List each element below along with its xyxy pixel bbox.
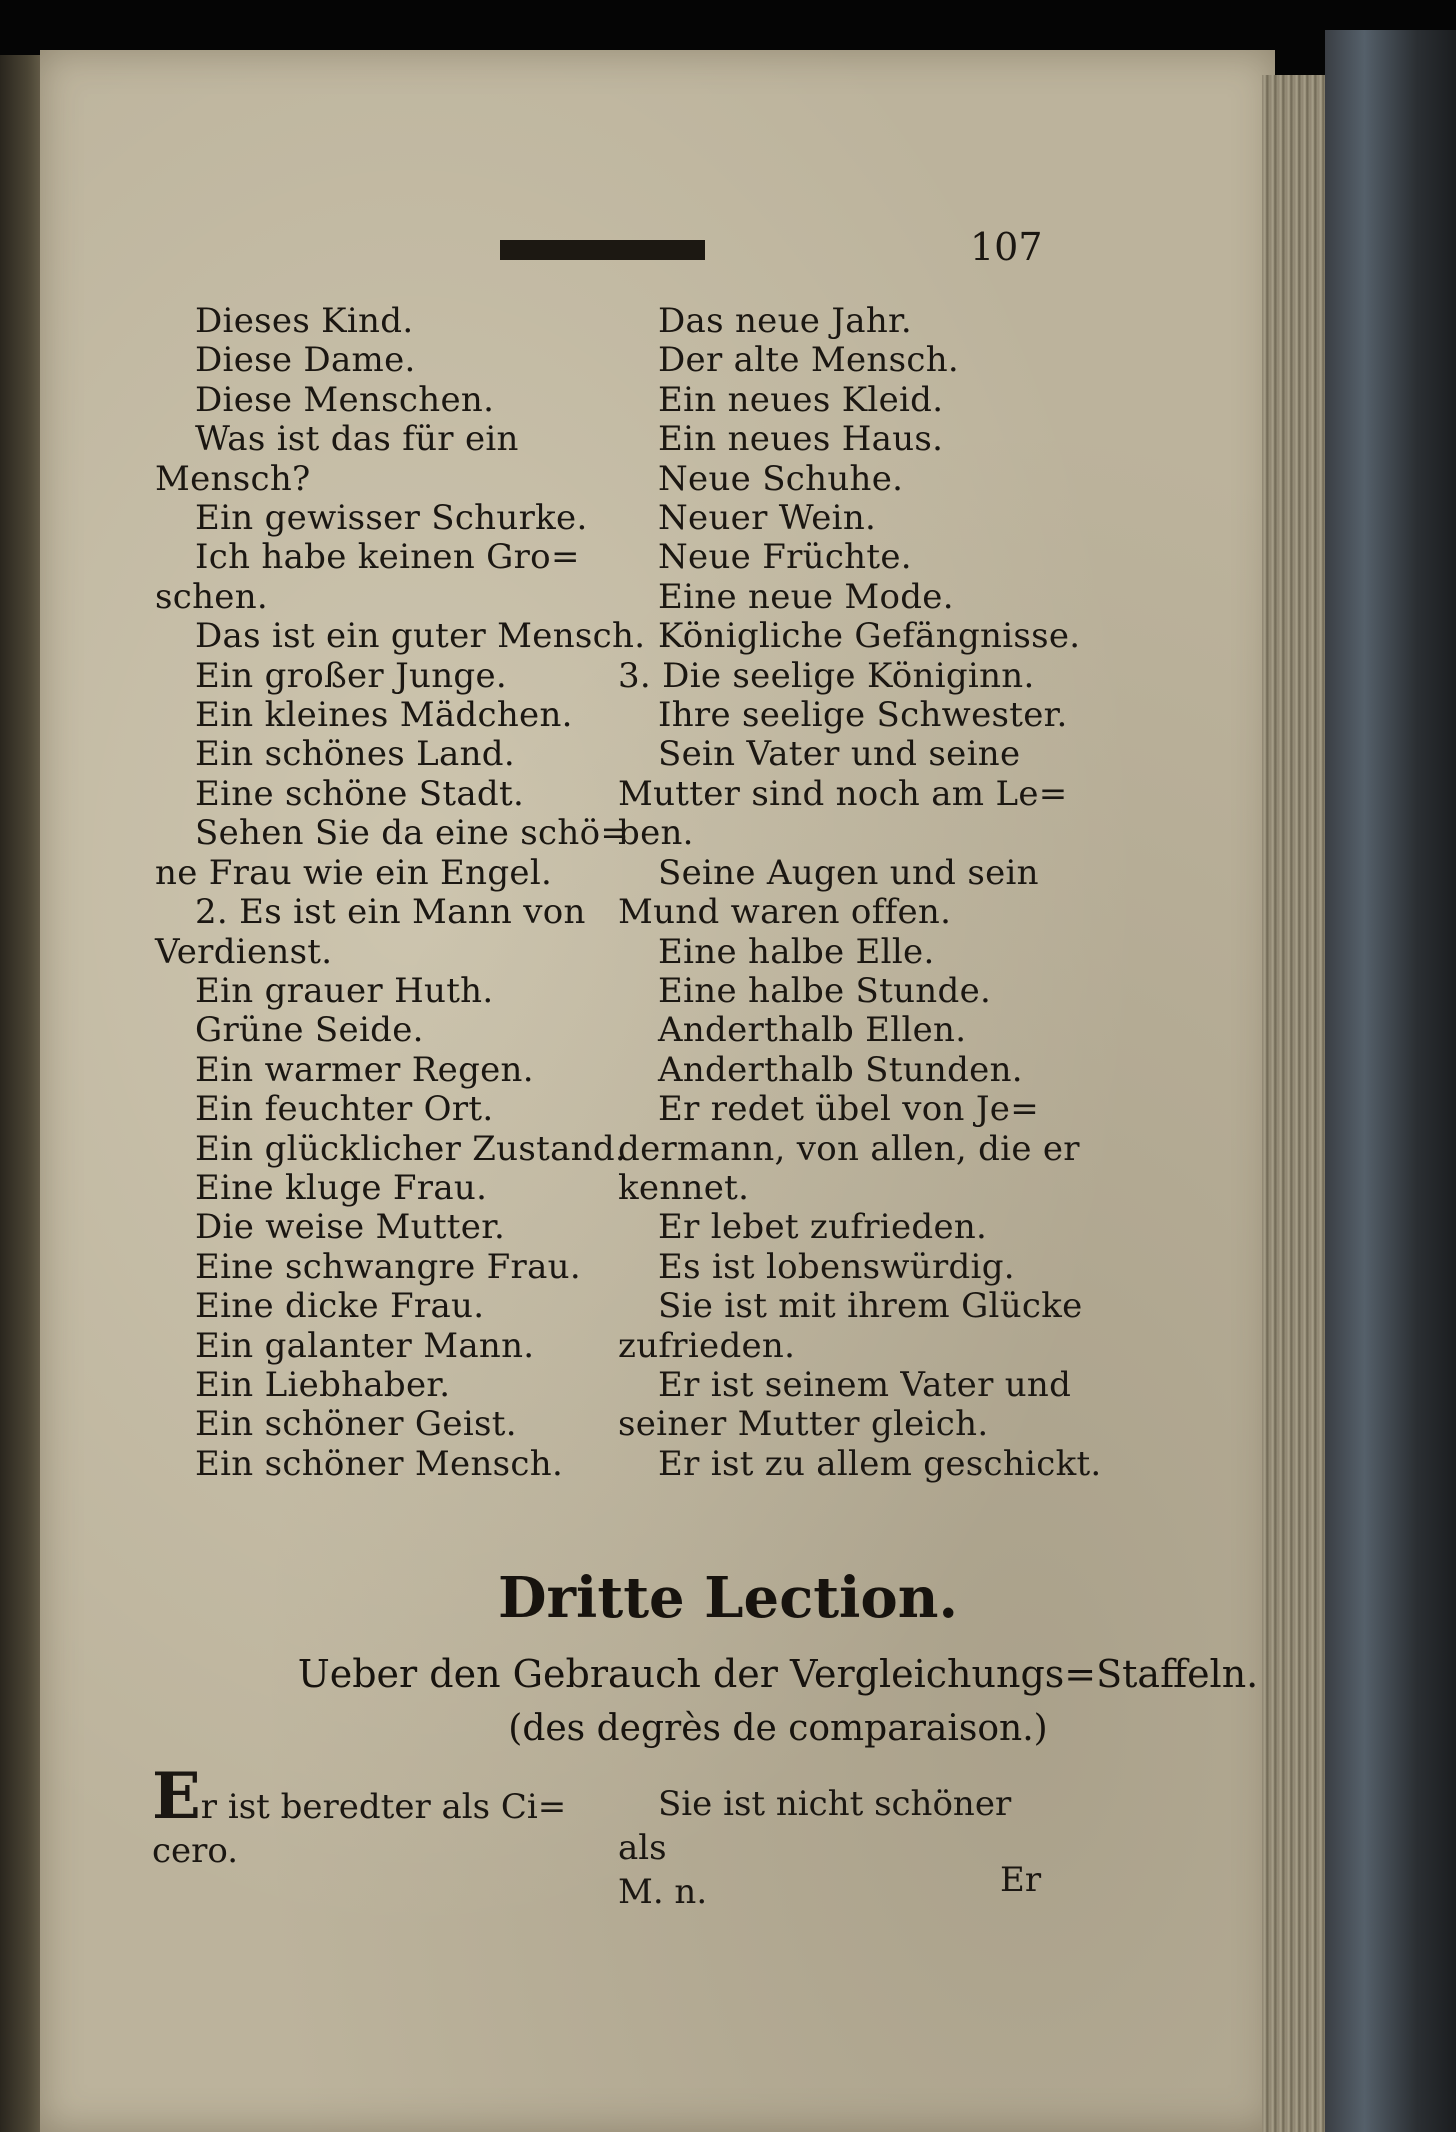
text-line: Eine kluge Frau. xyxy=(195,1167,488,1208)
text-line: Neuer Wein. xyxy=(658,498,877,539)
text-line: seiner Mutter gleich. xyxy=(618,1404,989,1445)
text-line: Die weise Mutter. xyxy=(195,1207,506,1248)
text-line: Eine halbe Elle. xyxy=(658,931,935,972)
text-line: Dieses Kind. xyxy=(195,301,414,341)
lesson-title: Dritte Lection. xyxy=(497,1565,958,1631)
bottom-left-line2: cero. xyxy=(152,1831,239,1871)
text-line: Ich habe keinen Gro= xyxy=(195,537,580,578)
text-line: 2. Es ist ein Mann von xyxy=(195,892,586,933)
page-stack-edges xyxy=(1262,75,1330,2132)
text-line: Mensch? xyxy=(155,458,311,499)
text-line: Ein grauer Huth. xyxy=(195,970,494,1011)
text-line: Er lebet zufrieden. xyxy=(658,1207,988,1248)
text-line: Ein großer Junge. xyxy=(195,655,507,696)
lesson-subtitle: Ueber den Gebrauch der Vergleichungs=Staffeln. xyxy=(297,1652,1259,1696)
text-line: Ein neues Kleid. xyxy=(658,379,944,420)
text-line: Eine neue Mode. xyxy=(658,576,954,617)
book-cover-edge xyxy=(1325,30,1456,2132)
text-line: Verdienst. xyxy=(155,931,333,972)
bottom-right-line2: M. n. xyxy=(618,1872,708,1912)
text-line: Diese Menschen. xyxy=(195,379,495,420)
text-line: Er redet übel von Je= xyxy=(658,1089,1039,1130)
text-line: 3. Die seelige Königinn. xyxy=(618,655,1035,696)
header-rule xyxy=(500,240,705,257)
lesson-subtitle-french: (des degrès de comparaison.) xyxy=(508,1708,1048,1749)
text-line: Eine schwangre Frau. xyxy=(195,1246,581,1287)
right-text-column xyxy=(618,301,1102,1484)
text-line: Ein gewisser Schurke. xyxy=(195,498,588,539)
text-line: schen. xyxy=(155,576,269,617)
text-line: Ein galanter Mann. xyxy=(195,1325,535,1366)
text-line: Königliche Gefängnisse. xyxy=(658,616,1081,657)
bottom-left-paragraph xyxy=(152,1759,602,1873)
text-line: Er ist zu allem geschickt. xyxy=(658,1443,1102,1484)
text-line: Neue Früchte. xyxy=(658,537,912,578)
text-line: Mund waren offen. xyxy=(618,892,952,933)
text-line: Anderthalb Stunden. xyxy=(658,1049,1023,1090)
bottom-left-line1: r ist beredter als Ci= xyxy=(200,1787,567,1827)
text-line: Ein kleines Mädchen. xyxy=(195,695,573,736)
text-line: Ein warmer Regen. xyxy=(195,1049,534,1090)
text-line: Grüne Seide. xyxy=(195,1010,424,1051)
text-line: Ein neues Haus. xyxy=(658,419,944,460)
text-line: Diese Dame. xyxy=(195,340,416,381)
text-line: ne Frau wie ein Engel. xyxy=(155,852,553,893)
page-number: 107 xyxy=(970,225,1043,269)
text-line: Anderthalb Ellen. xyxy=(658,1010,967,1051)
text-line: Der alte Mensch. xyxy=(658,340,960,381)
text-line: Ihre seelige Schwester. xyxy=(658,695,1068,736)
left-text-column xyxy=(155,301,646,1484)
text-line: Es ist lobenswürdig. xyxy=(658,1246,1015,1287)
text-line: Ein schöner Geist. xyxy=(195,1404,517,1445)
text-line: Seine Augen und sein xyxy=(658,852,1039,893)
text-line: Mutter sind noch am Le= xyxy=(618,773,1068,814)
text-line: ben. xyxy=(618,813,694,854)
text-line: Eine schöne Stadt. xyxy=(195,773,525,814)
drop-initial: E xyxy=(152,1759,201,1834)
catchword: Er xyxy=(1000,1860,1042,1900)
text-line: Sein Vater und seine xyxy=(658,734,1021,775)
text-line: Das ist ein guter Mensch. xyxy=(195,616,646,657)
text-line: Ein schöner Mensch. xyxy=(195,1443,564,1484)
text-line: Eine dicke Frau. xyxy=(195,1286,485,1327)
text-line: kennet. xyxy=(618,1167,750,1208)
text-line: Ein schönes Land. xyxy=(195,734,515,775)
text-line: dermann, von allen, die er xyxy=(618,1128,1080,1169)
text-line: Was ist das für ein xyxy=(195,419,519,460)
text-line: Sie ist mit ihrem Glücke xyxy=(658,1286,1083,1327)
text-line: Das neue Jahr. xyxy=(658,301,912,341)
text-line: Neue Schuhe. xyxy=(658,458,904,499)
bottom-right-line1: Sie ist nicht schöner als xyxy=(618,1784,1012,1868)
text-line: Er ist seinem Vater und xyxy=(658,1364,1072,1405)
text-line: Eine halbe Stunde. xyxy=(658,970,992,1011)
text-line: Sehen Sie da eine schö= xyxy=(195,813,630,854)
text-line: Ein Liebhaber. xyxy=(195,1364,451,1405)
text-line: Ein glücklicher Zustand. xyxy=(195,1128,627,1169)
text-line: zufrieden. xyxy=(618,1325,796,1366)
text-line: Ein feuchter Ort. xyxy=(195,1089,494,1130)
